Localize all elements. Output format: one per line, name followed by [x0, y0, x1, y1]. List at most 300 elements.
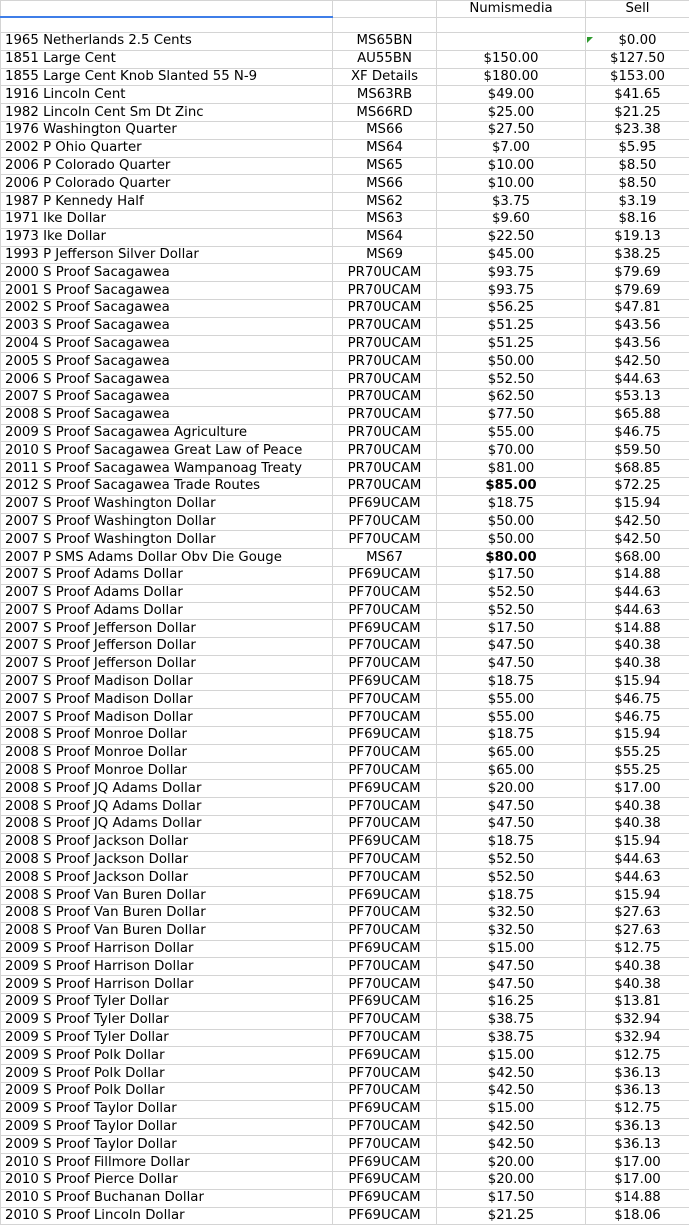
- sell-cell[interactable]: $14.88: [586, 620, 689, 638]
- sell-cell[interactable]: $55.25: [586, 762, 689, 780]
- numismedia-cell[interactable]: $15.00: [437, 940, 586, 958]
- description-cell[interactable]: 2012 S Proof Sacagawea Trade Routes: [1, 477, 333, 495]
- grade-cell[interactable]: PF69UCAM: [333, 940, 437, 958]
- grade-cell[interactable]: PF70UCAM: [333, 976, 437, 994]
- sell-cell[interactable]: $3.19: [586, 193, 689, 211]
- sell-cell[interactable]: $42.50: [586, 531, 689, 549]
- numismedia-cell[interactable]: $42.50: [437, 1118, 586, 1136]
- grade-cell[interactable]: PR70UCAM: [333, 477, 437, 495]
- sell-cell[interactable]: $8.50: [586, 157, 689, 175]
- description-cell[interactable]: 1916 Lincoln Cent: [1, 86, 333, 104]
- numismedia-cell[interactable]: $150.00: [437, 50, 586, 68]
- grade-cell[interactable]: MS69: [333, 246, 437, 264]
- description-cell[interactable]: 2007 S Proof Washington Dollar: [1, 513, 333, 531]
- sell-cell[interactable]: $40.38: [586, 816, 689, 834]
- table-row: [1, 620, 689, 638]
- description-cell[interactable]: 2009 S Proof Polk Dollar: [1, 1065, 333, 1083]
- sell-cell[interactable]: $8.50: [586, 175, 689, 193]
- sell-cell[interactable]: $36.13: [586, 1083, 689, 1101]
- sell-cell[interactable]: $59.50: [586, 442, 689, 460]
- description-cell[interactable]: 2009 S Proof Tyler Dollar: [1, 1029, 333, 1047]
- grade-cell[interactable]: MS66: [333, 175, 437, 193]
- grade-cell[interactable]: PF69UCAM: [333, 1100, 437, 1118]
- table-row: [1, 1047, 689, 1065]
- grade-cell[interactable]: PF70UCAM: [333, 762, 437, 780]
- grade-cell[interactable]: PF70UCAM: [333, 1083, 437, 1101]
- numismedia-cell[interactable]: $17.50: [437, 1189, 586, 1207]
- sell-cell[interactable]: $46.75: [586, 709, 689, 727]
- grade-cell[interactable]: PF69UCAM: [333, 495, 437, 513]
- numismedia-cell[interactable]: $3.75: [437, 193, 586, 211]
- sell-cell[interactable]: $14.88: [586, 1189, 689, 1207]
- grade-cell[interactable]: MS66: [333, 121, 437, 139]
- description-cell[interactable]: 2007 S Proof Washington Dollar: [1, 495, 333, 513]
- grade-cell[interactable]: MS67: [333, 549, 437, 567]
- sell-cell[interactable]: $17.00: [586, 780, 689, 798]
- sell-cell[interactable]: $18.06: [586, 1207, 689, 1225]
- sell-cell[interactable]: $27.63: [586, 905, 689, 923]
- sell-cell[interactable]: $55.25: [586, 744, 689, 762]
- numismedia-cell[interactable]: $16.25: [437, 994, 586, 1012]
- sell-cell[interactable]: $36.13: [586, 1118, 689, 1136]
- sell-cell[interactable]: $0.00: [586, 33, 689, 51]
- numismedia-cell[interactable]: $10.00: [437, 157, 586, 175]
- description-cell[interactable]: 1965 Netherlands 2.5 Cents: [1, 33, 333, 51]
- grade-cell[interactable]: PF69UCAM: [333, 1189, 437, 1207]
- sell-cell[interactable]: $46.75: [586, 424, 689, 442]
- table-row: [1, 1083, 689, 1101]
- numismedia-cell[interactable]: $52.50: [437, 371, 586, 389]
- numismedia-cell[interactable]: $18.75: [437, 727, 586, 745]
- sell-cell[interactable]: $68.85: [586, 460, 689, 478]
- sell-cell[interactable]: $8.16: [586, 210, 689, 228]
- grade-cell[interactable]: PR70UCAM: [333, 335, 437, 353]
- description-cell[interactable]: 2007 S Proof Madison Dollar: [1, 709, 333, 727]
- grade-cell[interactable]: PF69UCAM: [333, 780, 437, 798]
- grade-cell[interactable]: PF70UCAM: [333, 905, 437, 923]
- description-cell[interactable]: 2008 S Proof Jackson Dollar: [1, 833, 333, 851]
- description-cell[interactable]: 2008 S Proof Jackson Dollar: [1, 851, 333, 869]
- table-row: [1, 727, 689, 745]
- grid-body: [1, 1, 689, 1225]
- description-cell[interactable]: 2009 S Proof Polk Dollar: [1, 1047, 333, 1065]
- description-cell[interactable]: 1993 P Jefferson Silver Dollar: [1, 246, 333, 264]
- numismedia-cell[interactable]: $17.50: [437, 566, 586, 584]
- numismedia-cell[interactable]: $80.00: [437, 549, 586, 567]
- grade-cell[interactable]: PF70UCAM: [333, 1011, 437, 1029]
- numismedia-cell[interactable]: $25.00: [437, 104, 586, 122]
- table-row: [1, 958, 689, 976]
- numismedia-cell[interactable]: $56.25: [437, 299, 586, 317]
- description-cell[interactable]: 2008 S Proof JQ Adams Dollar: [1, 798, 333, 816]
- grade-cell[interactable]: PR70UCAM: [333, 424, 437, 442]
- sell-cell[interactable]: $46.75: [586, 691, 689, 709]
- sell-cell[interactable]: $13.81: [586, 994, 689, 1012]
- numismedia-cell[interactable]: $47.50: [437, 655, 586, 673]
- description-cell[interactable]: 2007 S Proof Madison Dollar: [1, 691, 333, 709]
- grade-cell[interactable]: PF70UCAM: [333, 922, 437, 940]
- description-cell[interactable]: 2009 S Proof Harrison Dollar: [1, 940, 333, 958]
- grade-cell[interactable]: XF Details: [333, 68, 437, 86]
- grade-cell[interactable]: PF69UCAM: [333, 833, 437, 851]
- numismedia-cell[interactable]: $50.00: [437, 513, 586, 531]
- sell-cell[interactable]: $44.63: [586, 371, 689, 389]
- sell-cell[interactable]: $23.38: [586, 121, 689, 139]
- grade-cell[interactable]: PR70UCAM: [333, 442, 437, 460]
- sell-cell[interactable]: $43.56: [586, 317, 689, 335]
- table-row: [1, 477, 689, 495]
- sell-cell[interactable]: $42.50: [586, 513, 689, 531]
- table-row: [1, 1172, 689, 1190]
- numismedia-cell[interactable]: $52.50: [437, 851, 586, 869]
- grade-cell[interactable]: MS65: [333, 157, 437, 175]
- description-cell[interactable]: 2007 S Proof Sacagawea: [1, 388, 333, 406]
- grade-cell[interactable]: PF69UCAM: [333, 620, 437, 638]
- sell-cell[interactable]: $12.75: [586, 1047, 689, 1065]
- sell-cell[interactable]: $15.94: [586, 833, 689, 851]
- description-cell[interactable]: 2001 S Proof Sacagawea: [1, 282, 333, 300]
- table-row: [1, 869, 689, 887]
- description-cell[interactable]: 2002 S Proof Sacagawea: [1, 299, 333, 317]
- description-cell[interactable]: 2009 S Proof Polk Dollar: [1, 1083, 333, 1101]
- sell-cell[interactable]: $40.38: [586, 798, 689, 816]
- description-cell[interactable]: 2009 S Proof Tyler Dollar: [1, 994, 333, 1012]
- sell-cell[interactable]: $43.56: [586, 335, 689, 353]
- grade-cell[interactable]: PR70UCAM: [333, 264, 437, 282]
- table-row: [1, 104, 689, 122]
- table-row: [1, 228, 689, 246]
- numismedia-cell[interactable]: $18.75: [437, 673, 586, 691]
- sell-cell[interactable]: $36.13: [586, 1065, 689, 1083]
- empty-cell[interactable]: [1, 17, 333, 33]
- sell-cell[interactable]: $79.69: [586, 282, 689, 300]
- numismedia-cell[interactable]: $9.60: [437, 210, 586, 228]
- numismedia-cell[interactable]: $10.00: [437, 175, 586, 193]
- numismedia-cell[interactable]: $47.50: [437, 798, 586, 816]
- grade-cell[interactable]: PF70UCAM: [333, 798, 437, 816]
- sell-cell[interactable]: $40.38: [586, 638, 689, 656]
- description-cell[interactable]: 2008 S Proof Van Buren Dollar: [1, 887, 333, 905]
- sell-cell[interactable]: $14.88: [586, 566, 689, 584]
- description-cell[interactable]: 1987 P Kennedy Half: [1, 193, 333, 211]
- sell-cell[interactable]: $5.95: [586, 139, 689, 157]
- description-cell[interactable]: 2007 S Proof Adams Dollar: [1, 584, 333, 602]
- table-row: [1, 549, 689, 567]
- grade-cell[interactable]: MS63: [333, 210, 437, 228]
- grade-cell[interactable]: PF70UCAM: [333, 709, 437, 727]
- sell-cell[interactable]: $41.65: [586, 86, 689, 104]
- sell-cell[interactable]: $127.50: [586, 50, 689, 68]
- numismedia-cell[interactable]: $38.75: [437, 1029, 586, 1047]
- sell-cell[interactable]: $19.13: [586, 228, 689, 246]
- grade-cell[interactable]: PF70UCAM: [333, 1136, 437, 1154]
- description-cell[interactable]: 2007 S Proof Jefferson Dollar: [1, 620, 333, 638]
- description-cell[interactable]: 1982 Lincoln Cent Sm Dt Zinc: [1, 104, 333, 122]
- description-cell[interactable]: 2004 S Proof Sacagawea: [1, 335, 333, 353]
- grade-cell[interactable]: PF70UCAM: [333, 638, 437, 656]
- grade-cell[interactable]: PR70UCAM: [333, 371, 437, 389]
- description-cell[interactable]: 2000 S Proof Sacagawea: [1, 264, 333, 282]
- sell-cell[interactable]: $15.94: [586, 887, 689, 905]
- header-cell-sell[interactable]: Sell: [586, 1, 689, 18]
- comment-indicator-icon[interactable]: [587, 37, 593, 43]
- description-cell[interactable]: 2009 S Proof Harrison Dollar: [1, 976, 333, 994]
- sell-cell[interactable]: $15.94: [586, 727, 689, 745]
- table-row: [1, 673, 689, 691]
- description-cell[interactable]: 2009 S Proof Tyler Dollar: [1, 1011, 333, 1029]
- description-cell[interactable]: 2010 S Proof Buchanan Dollar: [1, 1189, 333, 1207]
- grade-cell[interactable]: PF70UCAM: [333, 1065, 437, 1083]
- sell-cell[interactable]: $68.00: [586, 549, 689, 567]
- numismedia-cell[interactable]: $65.00: [437, 744, 586, 762]
- description-cell[interactable]: 1976 Washington Quarter: [1, 121, 333, 139]
- grade-cell[interactable]: PF70UCAM: [333, 513, 437, 531]
- table-row: [1, 1154, 689, 1172]
- grade-cell[interactable]: PF70UCAM: [333, 958, 437, 976]
- description-cell[interactable]: 2007 S Proof Jefferson Dollar: [1, 638, 333, 656]
- numismedia-cell[interactable]: $55.00: [437, 424, 586, 442]
- sell-cell[interactable]: $72.25: [586, 477, 689, 495]
- grade-cell[interactable]: PF70UCAM: [333, 655, 437, 673]
- numismedia-cell[interactable]: $51.25: [437, 317, 586, 335]
- grade-cell[interactable]: PF69UCAM: [333, 727, 437, 745]
- description-cell[interactable]: 2009 S Proof Taylor Dollar: [1, 1118, 333, 1136]
- grade-cell[interactable]: PR70UCAM: [333, 353, 437, 371]
- grade-cell[interactable]: PF69UCAM: [333, 673, 437, 691]
- empty-cell[interactable]: [437, 17, 586, 33]
- grade-cell[interactable]: PF70UCAM: [333, 691, 437, 709]
- description-cell[interactable]: 2008 S Proof Van Buren Dollar: [1, 905, 333, 923]
- numismedia-cell[interactable]: $18.75: [437, 887, 586, 905]
- table-row: [1, 602, 689, 620]
- grade-cell[interactable]: PF70UCAM: [333, 1029, 437, 1047]
- numismedia-cell[interactable]: $45.00: [437, 246, 586, 264]
- grade-cell[interactable]: PF70UCAM: [333, 1118, 437, 1136]
- sell-cell[interactable]: $44.63: [586, 869, 689, 887]
- sell-cell[interactable]: $17.00: [586, 1154, 689, 1172]
- description-cell[interactable]: 2008 S Proof JQ Adams Dollar: [1, 816, 333, 834]
- description-cell[interactable]: 2002 P Ohio Quarter: [1, 139, 333, 157]
- numismedia-cell[interactable]: $62.50: [437, 388, 586, 406]
- numismedia-cell[interactable]: $21.25: [437, 1207, 586, 1225]
- table-row: [1, 1189, 689, 1207]
- table-row: [1, 86, 689, 104]
- description-cell[interactable]: 2006 S Proof Sacagawea: [1, 371, 333, 389]
- numismedia-cell[interactable]: $18.75: [437, 495, 586, 513]
- numismedia-cell[interactable]: $70.00: [437, 442, 586, 460]
- numismedia-cell[interactable]: $49.00: [437, 86, 586, 104]
- sell-cell[interactable]: $40.38: [586, 655, 689, 673]
- sell-cell[interactable]: $32.94: [586, 1029, 689, 1047]
- table-row: [1, 388, 689, 406]
- description-cell[interactable]: 2009 S Proof Harrison Dollar: [1, 958, 333, 976]
- numismedia-cell[interactable]: $50.00: [437, 531, 586, 549]
- numismedia-cell[interactable]: $42.50: [437, 1083, 586, 1101]
- numismedia-cell[interactable]: $55.00: [437, 709, 586, 727]
- description-cell[interactable]: 2008 S Proof Van Buren Dollar: [1, 922, 333, 940]
- numismedia-cell[interactable]: $51.25: [437, 335, 586, 353]
- grade-cell[interactable]: PF70UCAM: [333, 602, 437, 620]
- sell-cell[interactable]: $44.63: [586, 584, 689, 602]
- numismedia-cell[interactable]: $180.00: [437, 68, 586, 86]
- grade-cell[interactable]: PR70UCAM: [333, 460, 437, 478]
- grade-cell[interactable]: MS62: [333, 193, 437, 211]
- sell-cell[interactable]: $38.25: [586, 246, 689, 264]
- table-row: [1, 584, 689, 602]
- grade-cell[interactable]: PF70UCAM: [333, 531, 437, 549]
- header-cell-numismedia[interactable]: Numismedia: [437, 1, 586, 18]
- description-cell[interactable]: 1971 Ike Dollar: [1, 210, 333, 228]
- numismedia-cell[interactable]: $22.50: [437, 228, 586, 246]
- grade-cell[interactable]: PF69UCAM: [333, 994, 437, 1012]
- numismedia-cell[interactable]: $50.00: [437, 353, 586, 371]
- grade-cell[interactable]: PF70UCAM: [333, 584, 437, 602]
- description-cell[interactable]: 2007 P SMS Adams Dollar Obv Die Gouge: [1, 549, 333, 567]
- grade-cell[interactable]: MS66RD: [333, 104, 437, 122]
- description-cell[interactable]: 2008 S Proof Jackson Dollar: [1, 869, 333, 887]
- grade-cell[interactable]: PF70UCAM: [333, 869, 437, 887]
- table-row: [1, 638, 689, 656]
- numismedia-cell[interactable]: [437, 33, 586, 51]
- sell-cell[interactable]: $15.94: [586, 495, 689, 513]
- sell-cell[interactable]: $40.38: [586, 958, 689, 976]
- sell-cell[interactable]: $36.13: [586, 1136, 689, 1154]
- numismedia-cell[interactable]: $32.50: [437, 905, 586, 923]
- grade-cell[interactable]: PF70UCAM: [333, 816, 437, 834]
- description-cell[interactable]: 2010 S Proof Fillmore Dollar: [1, 1154, 333, 1172]
- description-cell[interactable]: 2010 S Proof Lincoln Dollar: [1, 1207, 333, 1225]
- sell-cell[interactable]: $153.00: [586, 68, 689, 86]
- sell-cell[interactable]: $42.50: [586, 353, 689, 371]
- sell-cell[interactable]: $44.63: [586, 602, 689, 620]
- description-cell[interactable]: 2006 P Colorado Quarter: [1, 175, 333, 193]
- header-cell-description[interactable]: [1, 1, 333, 18]
- description-cell[interactable]: 2007 S Proof Adams Dollar: [1, 602, 333, 620]
- numismedia-cell[interactable]: $93.75: [437, 282, 586, 300]
- grade-cell[interactable]: PF69UCAM: [333, 1172, 437, 1190]
- grade-cell[interactable]: PR70UCAM: [333, 282, 437, 300]
- description-cell[interactable]: 2008 S Proof Monroe Dollar: [1, 744, 333, 762]
- sell-cell[interactable]: $32.94: [586, 1011, 689, 1029]
- numismedia-cell[interactable]: $32.50: [437, 922, 586, 940]
- description-cell[interactable]: 2011 S Proof Sacagawea Wampanoag Treaty: [1, 460, 333, 478]
- sell-cell[interactable]: $40.38: [586, 976, 689, 994]
- description-cell[interactable]: 2008 S Proof JQ Adams Dollar: [1, 780, 333, 798]
- empty-cell[interactable]: [333, 17, 437, 33]
- description-cell[interactable]: 2007 S Proof Washington Dollar: [1, 531, 333, 549]
- description-cell[interactable]: 2008 S Proof Monroe Dollar: [1, 762, 333, 780]
- sell-cell[interactable]: $15.94: [586, 673, 689, 691]
- grade-cell[interactable]: PF70UCAM: [333, 851, 437, 869]
- grade-cell[interactable]: PF69UCAM: [333, 1047, 437, 1065]
- sell-cell[interactable]: $65.88: [586, 406, 689, 424]
- sell-cell[interactable]: $44.63: [586, 851, 689, 869]
- grade-cell[interactable]: MS65BN: [333, 33, 437, 51]
- table-row: [1, 442, 689, 460]
- grade-cell[interactable]: MS64: [333, 139, 437, 157]
- numismedia-cell[interactable]: $20.00: [437, 1154, 586, 1172]
- description-cell[interactable]: 2003 S Proof Sacagawea: [1, 317, 333, 335]
- numismedia-cell[interactable]: $47.50: [437, 638, 586, 656]
- table-row: [1, 68, 689, 86]
- numismedia-cell[interactable]: $42.50: [437, 1065, 586, 1083]
- grade-cell[interactable]: PR70UCAM: [333, 388, 437, 406]
- description-cell[interactable]: 2010 S Proof Sacagawea Great Law of Peace: [1, 442, 333, 460]
- description-cell[interactable]: 1973 Ike Dollar: [1, 228, 333, 246]
- numismedia-cell[interactable]: $38.75: [437, 1011, 586, 1029]
- numismedia-cell[interactable]: $47.50: [437, 976, 586, 994]
- description-cell[interactable]: 2006 P Colorado Quarter: [1, 157, 333, 175]
- grade-cell[interactable]: PR70UCAM: [333, 299, 437, 317]
- numismedia-cell[interactable]: $15.00: [437, 1047, 586, 1065]
- description-cell[interactable]: 2010 S Proof Pierce Dollar: [1, 1172, 333, 1190]
- numismedia-cell[interactable]: $65.00: [437, 762, 586, 780]
- description-cell[interactable]: 2007 S Proof Jefferson Dollar: [1, 655, 333, 673]
- numismedia-cell[interactable]: $18.75: [437, 833, 586, 851]
- description-cell[interactable]: 2009 S Proof Taylor Dollar: [1, 1136, 333, 1154]
- numismedia-cell[interactable]: $7.00: [437, 139, 586, 157]
- numismedia-cell[interactable]: $20.00: [437, 780, 586, 798]
- sell-cell[interactable]: $47.81: [586, 299, 689, 317]
- grade-cell[interactable]: MS63RB: [333, 86, 437, 104]
- grade-cell[interactable]: PR70UCAM: [333, 317, 437, 335]
- sell-cell[interactable]: $79.69: [586, 264, 689, 282]
- description-cell[interactable]: 2005 S Proof Sacagawea: [1, 353, 333, 371]
- description-cell[interactable]: 2009 S Proof Taylor Dollar: [1, 1100, 333, 1118]
- grade-cell[interactable]: PF69UCAM: [333, 1154, 437, 1172]
- description-cell[interactable]: 2008 S Proof Sacagawea: [1, 406, 333, 424]
- description-cell[interactable]: 2009 S Proof Sacagawea Agriculture: [1, 424, 333, 442]
- numismedia-cell[interactable]: $47.50: [437, 958, 586, 976]
- table-row: [1, 33, 689, 51]
- numismedia-cell[interactable]: $42.50: [437, 1136, 586, 1154]
- numismedia-cell[interactable]: $93.75: [437, 264, 586, 282]
- description-cell[interactable]: 2007 S Proof Adams Dollar: [1, 566, 333, 584]
- description-cell[interactable]: 2008 S Proof Monroe Dollar: [1, 727, 333, 745]
- numismedia-cell[interactable]: $77.50: [437, 406, 586, 424]
- numismedia-cell[interactable]: $20.00: [437, 1172, 586, 1190]
- header-cell-grade[interactable]: [333, 1, 437, 18]
- description-cell[interactable]: 1851 Large Cent: [1, 50, 333, 68]
- sell-cell[interactable]: $53.13: [586, 388, 689, 406]
- grade-cell[interactable]: PF69UCAM: [333, 566, 437, 584]
- numismedia-cell[interactable]: $17.50: [437, 620, 586, 638]
- numismedia-cell[interactable]: $81.00: [437, 460, 586, 478]
- numismedia-cell[interactable]: $47.50: [437, 816, 586, 834]
- description-cell[interactable]: 2007 S Proof Madison Dollar: [1, 673, 333, 691]
- grade-cell[interactable]: PF70UCAM: [333, 744, 437, 762]
- numismedia-cell[interactable]: $52.50: [437, 869, 586, 887]
- description-cell[interactable]: 1855 Large Cent Knob Slanted 55 N-9: [1, 68, 333, 86]
- sell-cell[interactable]: $21.25: [586, 104, 689, 122]
- sell-cell[interactable]: $12.75: [586, 940, 689, 958]
- numismedia-cell[interactable]: $27.50: [437, 121, 586, 139]
- empty-cell[interactable]: [586, 17, 689, 33]
- sell-cell[interactable]: $27.63: [586, 922, 689, 940]
- grade-cell[interactable]: AU55BN: [333, 50, 437, 68]
- numismedia-cell[interactable]: $52.50: [437, 602, 586, 620]
- numismedia-cell[interactable]: $55.00: [437, 691, 586, 709]
- sell-cell[interactable]: $17.00: [586, 1172, 689, 1190]
- numismedia-cell[interactable]: $85.00: [437, 477, 586, 495]
- grade-cell[interactable]: PF69UCAM: [333, 887, 437, 905]
- grade-cell[interactable]: MS64: [333, 228, 437, 246]
- numismedia-cell[interactable]: $52.50: [437, 584, 586, 602]
- grade-cell[interactable]: PF69UCAM: [333, 1207, 437, 1225]
- numismedia-cell[interactable]: $15.00: [437, 1100, 586, 1118]
- grade-cell[interactable]: PR70UCAM: [333, 406, 437, 424]
- sell-cell[interactable]: $12.75: [586, 1100, 689, 1118]
